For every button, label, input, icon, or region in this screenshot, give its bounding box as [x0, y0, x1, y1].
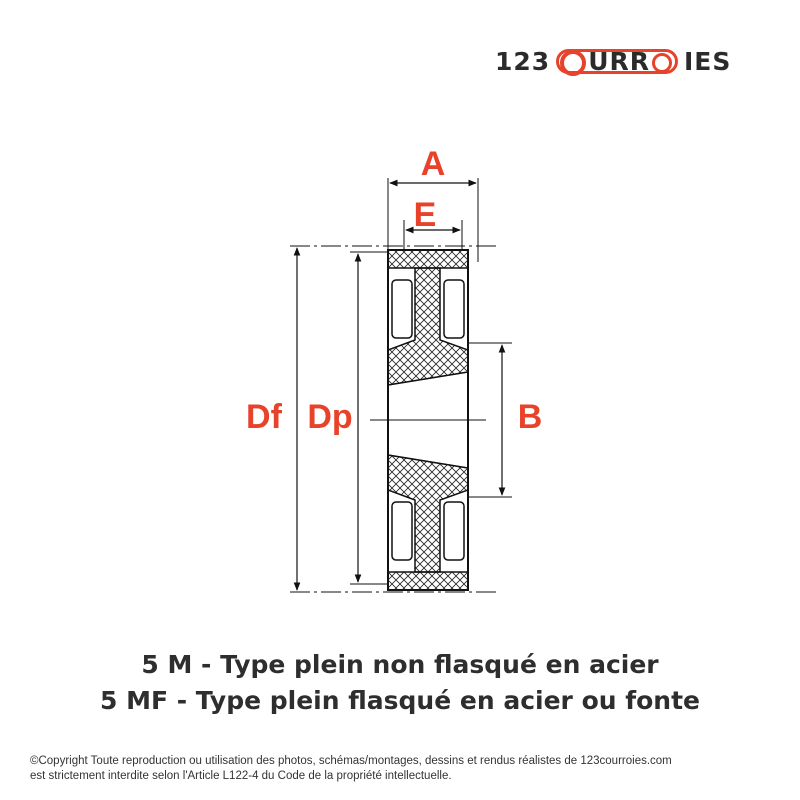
caption-line-1: 5 M - Type plein non flasqué en acier	[141, 650, 659, 679]
label-E: E	[413, 196, 437, 234]
logo-number: 123	[495, 46, 551, 76]
copyright-notice	[30, 754, 790, 784]
logo-suffix: IES	[684, 46, 732, 76]
label-Dp: Dp	[307, 398, 353, 436]
logo-middle-letters: URR	[588, 46, 650, 76]
label-Df: Df	[246, 398, 282, 436]
copyright-line-2: est strictement interdite selon l'Article L122-4 du Code de la propriété intellectuelle.	[30, 770, 452, 782]
copyright-line-1: ©Copyright Toute reproduction ou utilisation des photos, schémas/montages, dessins et rendus réalistes de 123courroies.com	[30, 755, 672, 767]
label-B: B	[517, 398, 543, 436]
label-A: A	[420, 145, 446, 183]
caption-line-2: 5 MF - Type plein flasqué en acier ou fonte	[99, 686, 701, 715]
